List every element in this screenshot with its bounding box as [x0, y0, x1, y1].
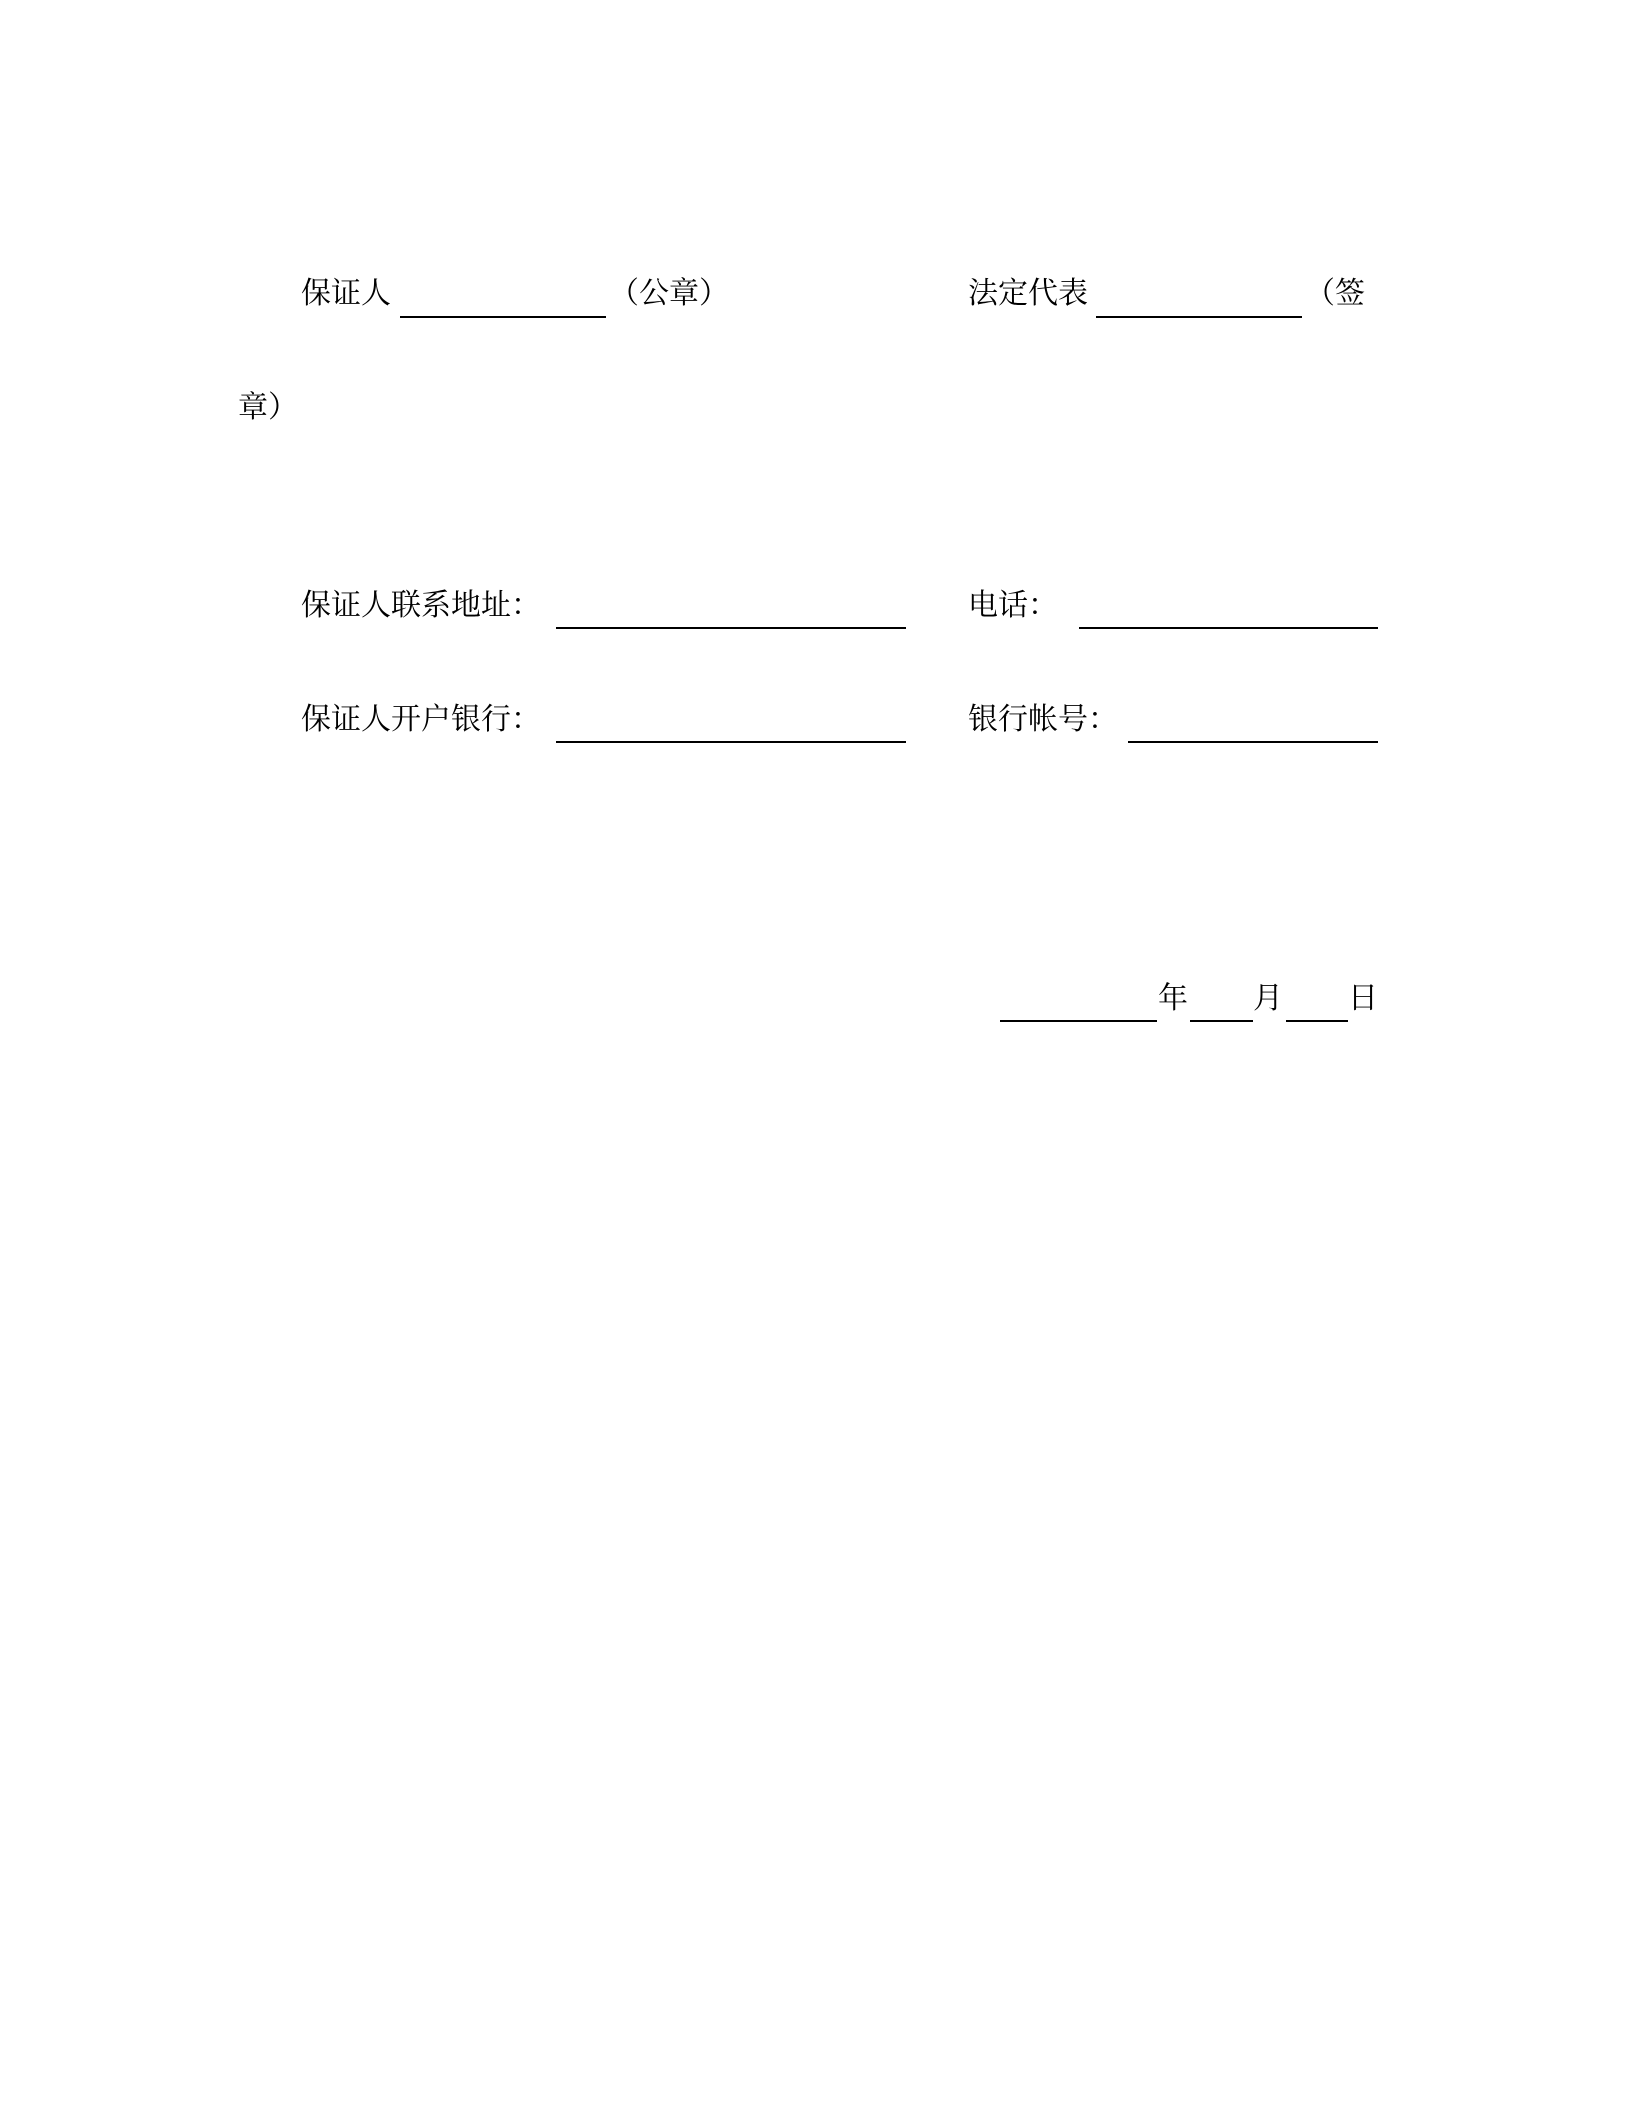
year-label: 年 [1158, 981, 1188, 1016]
day-blank[interactable] [1286, 1020, 1348, 1022]
address-blank[interactable] [556, 627, 906, 629]
guarantor-label: 保证人 [301, 276, 391, 311]
address-label: 保证人联系地址： [301, 588, 541, 623]
day-label: 日 [1348, 981, 1378, 1016]
account-blank[interactable] [1128, 741, 1378, 743]
month-blank[interactable] [1190, 1020, 1253, 1022]
sign-note-close: 章） [238, 390, 298, 425]
guarantor-blank[interactable] [400, 316, 606, 318]
account-label: 银行帐号： [968, 702, 1118, 737]
month-label: 月 [1253, 981, 1283, 1016]
seal-note: （公章） [609, 276, 729, 311]
phone-label: 电话： [968, 588, 1058, 623]
bank-label: 保证人开户银行： [301, 702, 541, 737]
phone-blank[interactable] [1079, 627, 1378, 629]
legal-rep-blank[interactable] [1096, 316, 1302, 318]
bank-blank[interactable] [556, 741, 906, 743]
sign-note-open: （签 [1305, 276, 1365, 311]
legal-rep-label: 法定代表 [968, 276, 1088, 311]
year-blank[interactable] [1000, 1020, 1157, 1022]
